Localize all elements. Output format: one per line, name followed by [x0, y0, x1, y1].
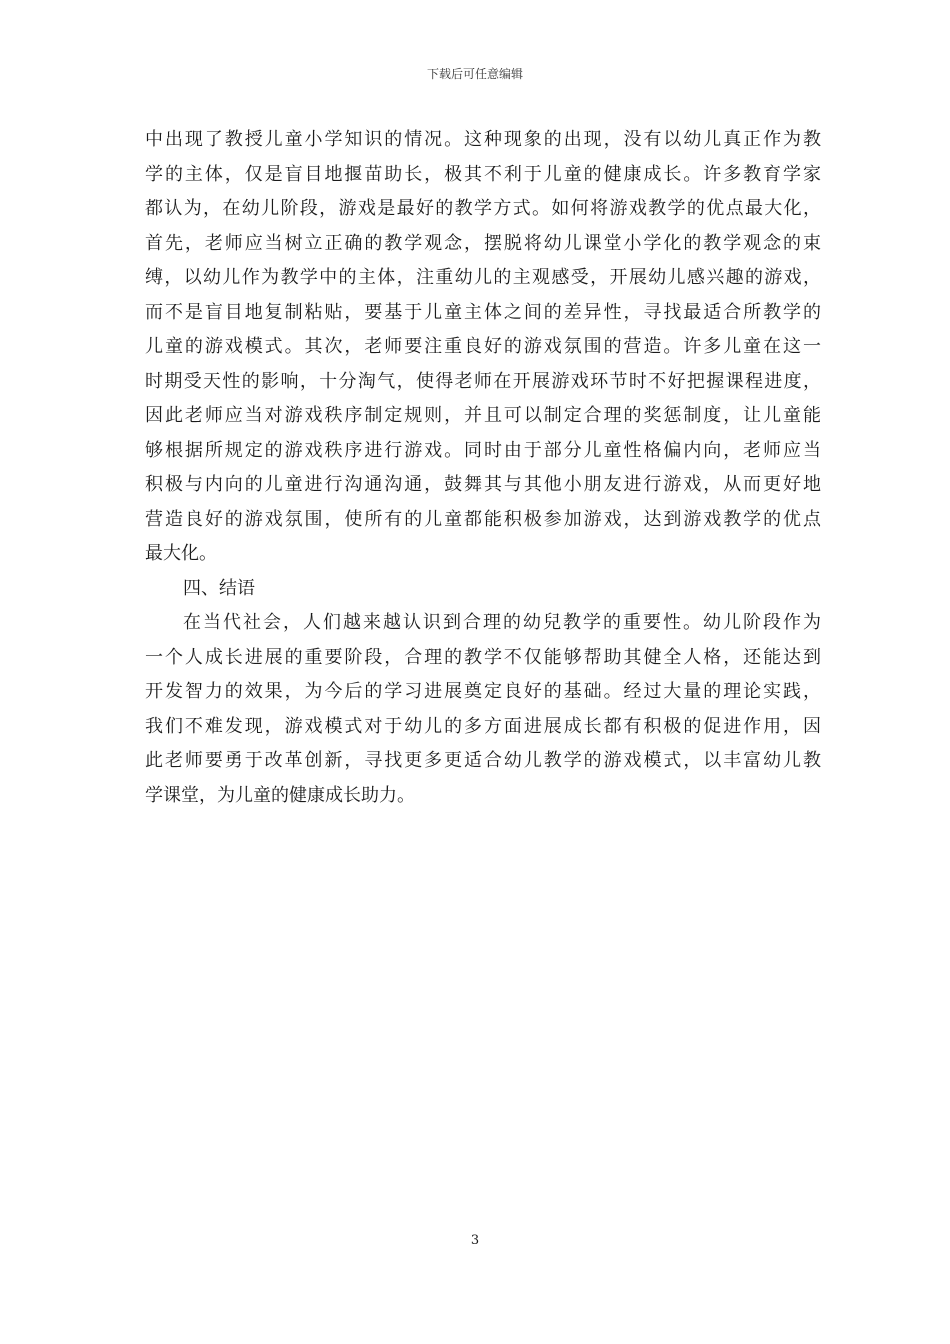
text-line: 在当代社会，人们越来越认识到合理的幼兒教学的重要性。幼儿阶段作为: [183, 612, 821, 633]
text-line: 一个人成长进展的重要阶段，合理的教学不仅能够帮助其健全人格，还能达到: [145, 646, 821, 668]
text-line: 开发智力的效果，为今后的学习进展奠定良好的基础。经过大量的理论实践，: [145, 681, 821, 702]
text-line: 缚，以幼儿作为教学中的主体，注重幼儿的主观感受，开展幼儿感兴趣的游戏，: [145, 267, 821, 288]
text-line: 学的主体，仅是盲目地揠苗助长，极其不利于儿童的健康成长。许多教育学家: [145, 163, 821, 185]
text-line: 此老师要勇于改革创新，寻找更多更适合幼儿教学的游戏模式，以丰富幼儿教: [145, 750, 821, 771]
text-line: 够根据所规定的游戏秩序进行游戏。同时由于部分儿童性格偏内向，老师应当: [145, 439, 821, 461]
text-line: 首先，老师应当树立正确的教学观念，摆脱将幼儿课堂小学化的教学观念的束: [145, 232, 821, 254]
text-line: 时期受天性的影响，十分淘气，使得老师在开展游戏环节时不好把握课程进度，: [145, 370, 821, 392]
text-line: 因此老师应当对游戏秩序制定规则，并且可以制定合理的奖惩制度，让儿童能: [145, 405, 821, 426]
text-line: 而不是盲目地复制粘贴，要基于儿童主体之间的差异性，寻找最适合所教学的: [145, 301, 821, 323]
text-line: 中出现了教授儿童小学知识的情况。这种现象的出现，没有以幼儿真正作为教: [145, 129, 821, 150]
document-body: [145, 123, 821, 813]
text-line: 儿童的游戏模式。其次，老师要注重良好的游戏氛围的营造。许多儿童在这一: [145, 336, 821, 357]
text-line: 积极与内向的儿童进行沟通沟通，鼓舞其与其他小朋友进行游戏，从而更好地: [145, 474, 821, 495]
paragraph-game-teaching: [145, 123, 821, 572]
text-line: 学课堂，为儿童的健康成长助力。: [145, 784, 415, 806]
text-line: 都认为，在幼儿阶段，游戏是最好的教学方式。如何将游戏教学的优点最大化，: [145, 198, 821, 219]
page-header: 下载后可任意编辑: [426, 67, 523, 81]
text-line: 营造良好的游戏氛围，使所有的儿童都能积极参加游戏，达到游戏教学的优点: [145, 508, 821, 530]
text-line: 最大化。: [145, 543, 217, 564]
paragraph-conclusion: [145, 606, 821, 813]
text-line: 我们不难发现，游戏模式对于幼儿的多方面进展成长都有积极的促进作用，因: [145, 715, 821, 737]
section-heading: 四、结语: [183, 577, 255, 599]
page-number: 3: [470, 1233, 480, 1248]
